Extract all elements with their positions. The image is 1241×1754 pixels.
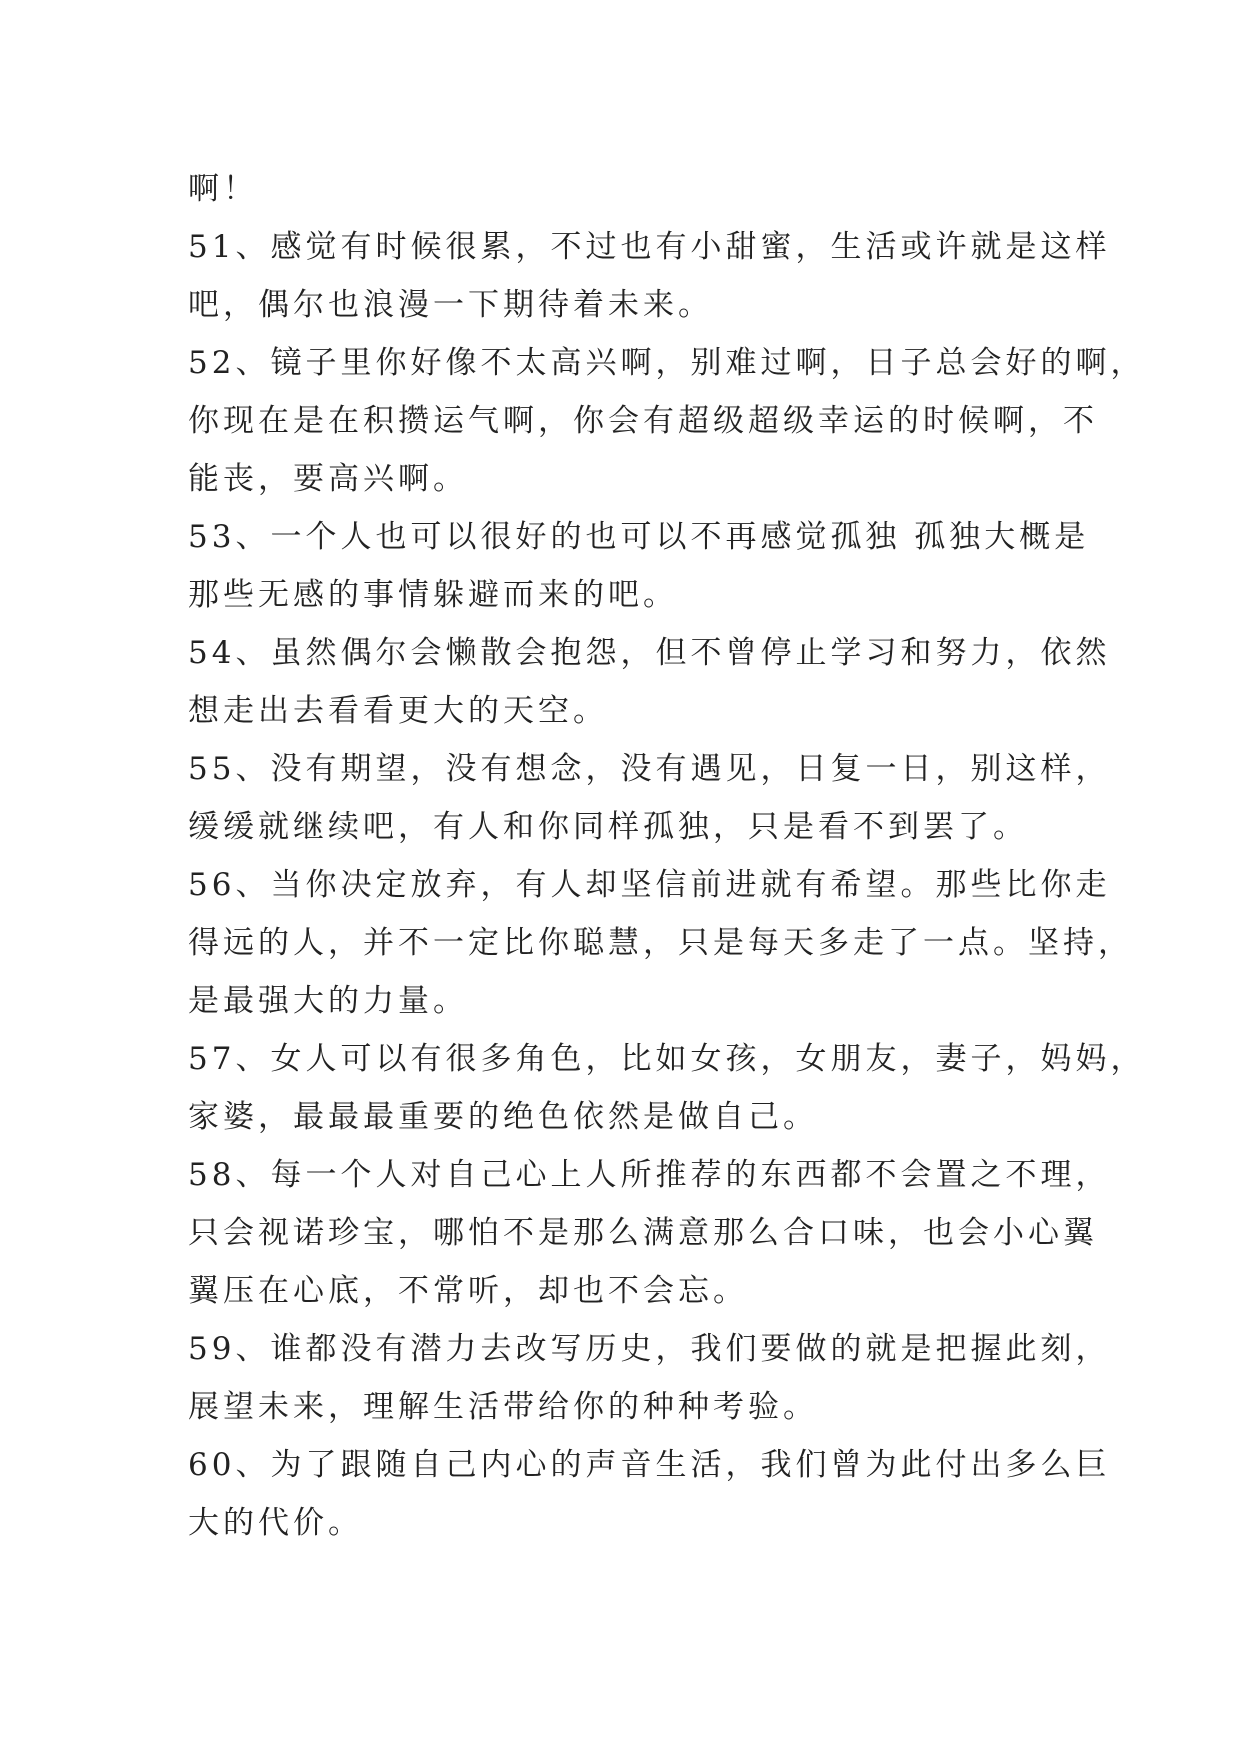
text-line: 翼压在心底，不常听，却也不会忘。 xyxy=(188,1273,748,1309)
text-line: 想走出去看看更大的天空。 xyxy=(188,693,608,729)
text-line: 那些无感的事情躲避而来的吧。 xyxy=(188,577,678,613)
text-line: 得远的人，并不一定比你聪慧，只是每天多走了一点。坚持， xyxy=(188,925,1133,961)
text-line: 60、为了跟随自己内心的声音生活，我们曾为此付出多么巨 xyxy=(188,1447,1111,1483)
text-line: 55、没有期望，没有想念，没有遇见，日复一日，别这样， xyxy=(188,751,1111,787)
document-body xyxy=(188,160,1146,1552)
text-line: 51、感觉有时候很累，不过也有小甜蜜，生活或许就是这样 xyxy=(188,229,1111,265)
text-line: 只会视诺珍宝，哪怕不是那么满意那么合口味，也会小心翼 xyxy=(188,1215,1098,1251)
text-line: 能丧，要高兴啊。 xyxy=(188,461,468,497)
text-line: 59、谁都没有潜力去改写历史，我们要做的就是把握此刻， xyxy=(188,1331,1111,1367)
text-line: 缓缓就继续吧，有人和你同样孤独，只是看不到罢了。 xyxy=(188,809,1028,845)
text-line: 58、每一个人对自己心上人所推荐的东西都不会置之不理， xyxy=(188,1157,1111,1193)
text-line: 你现在是在积攒运气啊，你会有超级超级幸运的时候啊，不 xyxy=(188,403,1098,439)
text-line: 家婆，最最最重要的绝色依然是做自己。 xyxy=(188,1099,818,1135)
text-line: 57、女人可以有很多角色，比如女孩，女朋友，妻子，妈妈， xyxy=(188,1041,1146,1077)
text-line: 53、一个人也可以很好的也可以不再感觉孤独 孤独大概是 xyxy=(188,519,1090,555)
text-line: 54、虽然偶尔会懒散会抱怨，但不曾停止学习和努力，依然 xyxy=(188,635,1111,671)
text-line: 是最强大的力量。 xyxy=(188,983,468,1019)
text-line: 吧，偶尔也浪漫一下期待着未来。 xyxy=(188,287,713,323)
text-line: 56、当你决定放弃，有人却坚信前进就有希望。那些比你走 xyxy=(188,867,1111,903)
text-line: 展望未来，理解生活带给你的种种考验。 xyxy=(188,1389,818,1425)
text-line: 啊！ xyxy=(188,171,258,207)
text-line: 52、镜子里你好像不太高兴啊，别难过啊，日子总会好的啊， xyxy=(188,345,1146,381)
text-line: 大的代价。 xyxy=(188,1505,363,1541)
